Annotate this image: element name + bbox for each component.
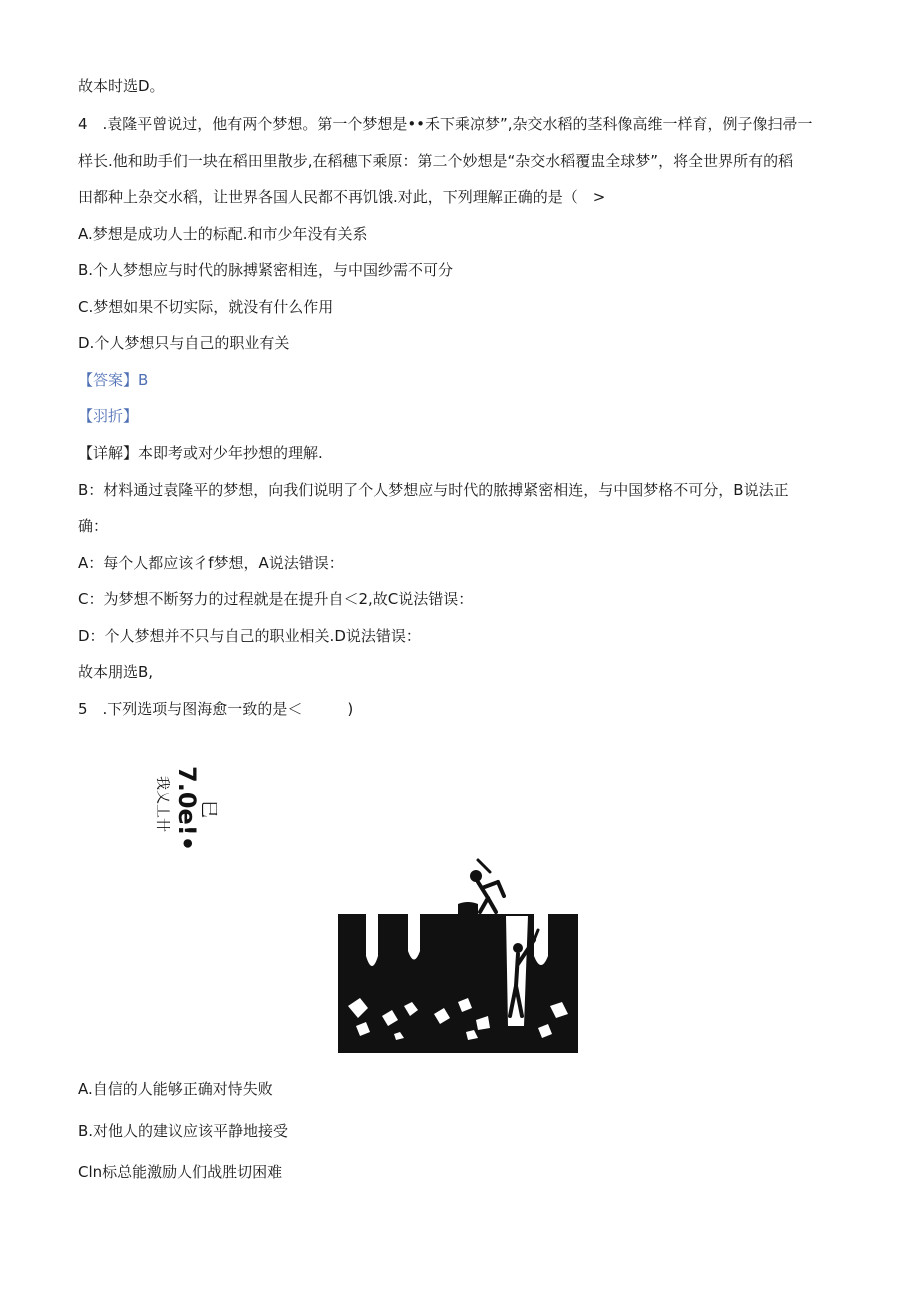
detail-line: 【详解】本即考或对少年抄想的理解. bbox=[78, 444, 323, 462]
analysis-label: 【羽折】 bbox=[78, 407, 139, 425]
figure-caption-small: 我乂丄卄 bbox=[154, 776, 170, 832]
explain-c: C：为梦想不断努力的过程就是在提升自＜2,故C说法错误： bbox=[78, 590, 474, 608]
option-c: C.梦想如果不切实际，就没有什么作用 bbox=[78, 298, 334, 316]
option-5-b: B.对他人的建议应该平静地接受 bbox=[78, 1122, 289, 1140]
question-4-line-3: 田都种上杂交水稻，让世界各国人民都不再饥饿.对此，下列理解正确的是（ > bbox=[78, 188, 606, 206]
conclusion-line: 故本朋选B, bbox=[78, 663, 154, 681]
explain-a: A：每个人都应该彳f梦想，A说法错误： bbox=[78, 554, 344, 572]
explain-b-line-2: 确： bbox=[78, 517, 109, 535]
question-4-line-2: 样长.他和助手们一块在稻田里散步,在稻穗下乘原：第二个妙想是“杂交水稻覆盅全球梦”，将全世界所有的稻 bbox=[78, 152, 794, 170]
answer-label: 【答案】B bbox=[78, 371, 149, 389]
option-b: B.个人梦想应与时代的脉搏紧密相连，与中国纱需不可分 bbox=[78, 261, 454, 279]
option-5-c: Cln标总能激励人们战胜切困难 bbox=[78, 1163, 283, 1181]
digging-illustration bbox=[338, 856, 578, 1053]
line-1: 故本时选D。 bbox=[78, 77, 165, 95]
explain-d: D：个人梦想并不只与自己的职业相关.D说法错误： bbox=[78, 627, 421, 645]
question-4-line-1: 4 .袁隆平曾说过，他有两个梦想。第一个梦想是••禾下乘凉梦”,杂交水稻的茎科像高维一样育，例子像扫帚一 bbox=[78, 115, 813, 133]
option-5-a: A.自信的人能够正确对恃失败 bbox=[78, 1080, 273, 1098]
figure-caption-mid: 巳 bbox=[198, 800, 219, 818]
option-a: A.梦想是成功人士的标配.和市少年没有关系 bbox=[78, 225, 368, 243]
figure-caption-big: 7.0e!• bbox=[173, 766, 201, 852]
question-5-line: 5 .下列选项与图海愈一致的是＜ ) bbox=[78, 700, 354, 718]
option-d: D.个人梦想只与自己的职业有关 bbox=[78, 334, 290, 352]
explain-b-line-1: B：材料通过袁隆平的梦想，向我们说明了个人梦想应与时代的脓搏紧密相连，与中国梦格不可分，B说法正 bbox=[78, 481, 789, 499]
